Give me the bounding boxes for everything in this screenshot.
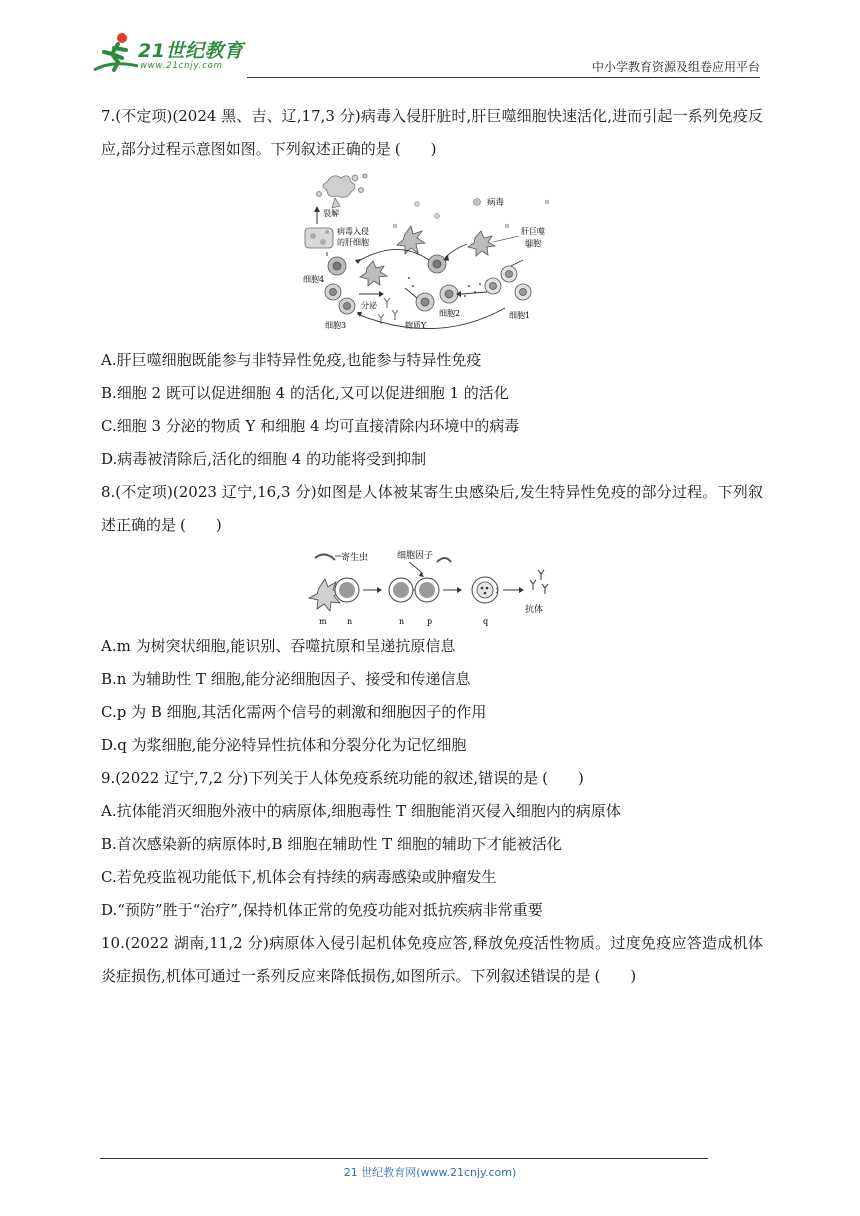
label-m: m [319, 617, 327, 626]
question-9-option-c: C.若免疫监视功能低下,机体会有持续的病毒感染或肿瘤发生 [101, 868, 497, 886]
label-secrete: 分泌 [361, 301, 377, 310]
question-9-option-a: A.抗体能消灭细胞外液中的病原体,细胞毒性 T 细胞能消灭侵入细胞内的病原体 [101, 802, 621, 820]
question-7-option-a: A.肝巨噬细胞既能参与非特异性免疫,也能参与特异性免疫 [101, 351, 482, 369]
question-7-figure [101, 166, 763, 344]
label-cytokine: 细胞因子 [397, 551, 434, 561]
logo-url: www.21cnjy.com [140, 61, 223, 71]
header-divider [247, 77, 760, 78]
answer-paren: ( ) [180, 516, 222, 534]
label-cell-1: 细胞1 [509, 311, 531, 320]
label-infected-cell-1: 病毒入侵 [337, 227, 369, 236]
label-macrophage-2: 细胞 [525, 239, 541, 248]
immune-process-diagram [297, 168, 567, 338]
question-7-option-d: D.病毒被清除后,活化的细胞 4 的功能将受到抑制 [101, 450, 427, 468]
platform-title: 中小学教育资源及组卷应用平台 [591, 60, 760, 74]
question-8-option-a: A.m 为树突状细胞,能识别、吞噬抗原和呈递抗原信息 [101, 637, 456, 655]
label-macrophage-1: 肝巨噬 [521, 227, 545, 236]
runner-logo-icon [92, 30, 140, 76]
footer-divider [100, 1158, 708, 1159]
label-cell-4: 细胞4 [303, 275, 325, 284]
question-9-option-d: D.“预防”胜于“治疗”,保持机体正常的免疫功能对抵抗疾病非常重要 [101, 901, 543, 919]
label-infected-cell-2: 的肝细胞 [337, 238, 369, 247]
label-lysis: 裂解 [323, 209, 339, 218]
page-footer: 21 世纪教育网(www.21cnjy.com) [343, 1166, 517, 1179]
question-7-option-b: B.细胞 2 既可以促进细胞 4 的活化,又可以促进细胞 1 的活化 [101, 384, 509, 402]
question-9-stem: 9.(2022 辽宁,7,2 分)下列关于人体免疫系统功能的叙述,错误的是 ( ) [101, 762, 763, 795]
site-logo [92, 30, 262, 78]
label-q: q [483, 617, 489, 626]
logo-text: 21世纪教育 [138, 40, 244, 62]
label-parasite: 寄生虫 [341, 553, 369, 563]
label-p: p [427, 617, 433, 626]
label-substance-y: 物质Y [405, 321, 427, 330]
answer-paren: ( ) [542, 769, 584, 787]
question-8-stem: 8.(不定项)(2023 辽宁,16,3 分)如图是人体被某寄生虫感染后,发生特异性免疫的部分过程。下列叙述正确的是 ( ) [101, 476, 763, 542]
answer-paren: ( ) [594, 967, 637, 985]
question-content [101, 100, 763, 993]
question-8-option-d: D.q 为浆细胞,能分泌特异性抗体和分裂分化为记忆细胞 [101, 736, 467, 754]
label-cell-2: 细胞2 [439, 309, 461, 318]
answer-paren: ( ) [394, 140, 437, 158]
question-8-figure [101, 542, 763, 630]
question-8-option-b: B.n 为辅助性 T 细胞,能分泌细胞因子、接受和传递信息 [101, 670, 471, 688]
label-n-1: n [347, 617, 353, 626]
page-header [92, 30, 760, 80]
label-virus: 病毒 [487, 198, 505, 208]
label-antibody: 抗体 [525, 605, 544, 615]
label-n-2: n [399, 617, 405, 626]
parasite-immunity-diagram [297, 544, 567, 630]
question-8-option-c: C.p 为 B 细胞,其活化需两个信号的刺激和细胞因子的作用 [101, 703, 487, 721]
question-10-stem: 10.(2022 湖南,11,2 分)病原体入侵引起机体免疫应答,释放免疫活性物质。过度免疫应答造成机体炎症损伤,机体可通过一系列反应来降低损伤,如图所示。下列叙述错误的是 ( ) [101, 927, 763, 993]
question-7-option-c: C.细胞 3 分泌的物质 Y 和细胞 4 均可直接清除内环境中的病毒 [101, 417, 520, 435]
question-7-stem: 7.(不定项)(2024 黑、吉、辽,17,3 分)病毒入侵肝脏时,肝巨噬细胞快速活化,进而引起一系列免疫反应,部分过程示意图如图。下列叙述正确的是 ( ) [101, 100, 763, 166]
question-9-option-b: B.首次感染新的病原体时,B 细胞在辅助性 T 细胞的辅助下才能被活化 [101, 835, 562, 853]
label-cell-3: 细胞3 [325, 321, 347, 330]
